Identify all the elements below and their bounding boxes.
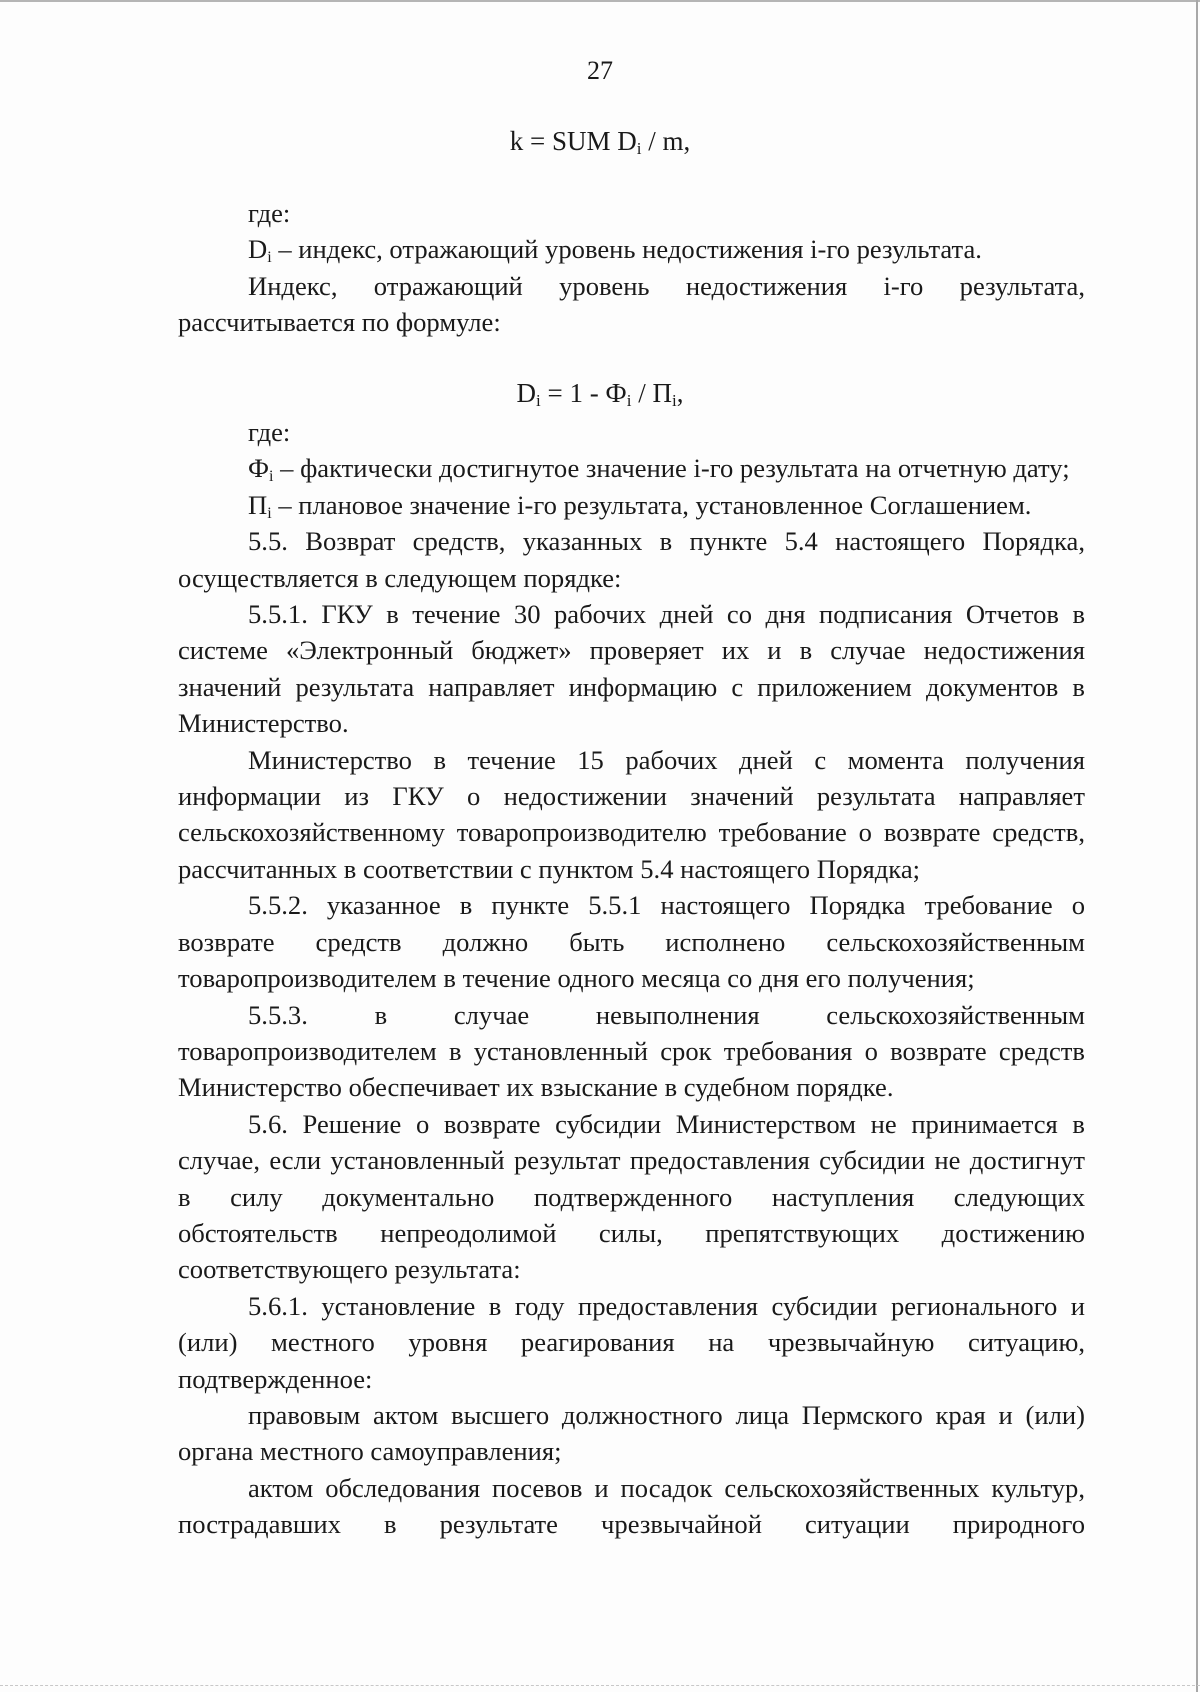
paragraph-legal-act: правовым актом высшего должностного лица Пермского края и (или) органа местного самоуправления; — [178, 1399, 1085, 1467]
p-subscript: i — [267, 504, 272, 522]
paragraph-inspection-act: актом обследования посевов и посадок сельскохозяйственных культур, пострадавших в результате чрезвычайной ситуации природного — [178, 1472, 1085, 1540]
p-definition-text: – плановое значение i-го результата, установленное Соглашением. — [271, 489, 1032, 520]
formula-d-part-1: D — [516, 378, 536, 408]
scan-edge-top — [0, 0, 1200, 2]
formula-k-rhs: / m, — [641, 126, 691, 156]
f-definition — [178, 450, 1085, 486]
scan-edge-bottom — [0, 1684, 1200, 1686]
where-label-1: где: — [248, 198, 291, 228]
d-definition-text: – индекс, отражающий уровень недостижения i-го результата. — [271, 234, 982, 265]
d-definition — [178, 231, 1085, 267]
formula-d-sub-2: i — [626, 391, 632, 410]
paragraph-5-5: 5.5. Возврат средств, указанных в пункте 5.4 настоящего Порядка, осуществляется в следующем порядке: — [178, 526, 1085, 593]
text-block-1 — [178, 195, 1085, 341]
paragraph-5-5-2: 5.5.2. указанное в пункте 5.5.1 настоящего Порядка требование о возврате средств должно быть исполнено сельскохозяйственным товаропроизводителем в течение одного месяца со дня его получения; — [178, 890, 1085, 994]
formula-k-lhs: k = SUM D — [509, 126, 637, 156]
formula-d-part-3: / П — [631, 378, 673, 408]
formula-d-sub-3: i — [672, 391, 677, 410]
p-definition — [178, 487, 1085, 523]
p-symbol: П — [248, 489, 268, 520]
index-paragraph: Индекс, отражающий уровень недостижения i-го результата, рассчитывается по формуле: — [178, 270, 1085, 338]
paragraph-ministry-15-days: Министерство в течение 15 рабочих дней с момента получения информации из ГКУ о недостижении значений результата направляет сельскохозяйственному товаропроизводителю требование о возврате средств, рассчитанных в соответствии с пунктом 5.4 настоящего Порядка; — [178, 744, 1085, 884]
d-subscript: i — [267, 249, 272, 267]
paragraph-5-5-1: 5.5.1. ГКУ в течение 30 рабочих дней со дня подписания Отчетов в системе «Электронный бюджет» проверяет их и в случае недостижения значений результата направляет информацию с приложением документов в Министерство. — [178, 599, 1085, 739]
paragraph-5-6-1: 5.6.1. установление в году предоставления субсидии регионального и (или) местного уровня реагирования на чрезвычайную ситуацию, подтвержденное: — [178, 1290, 1085, 1394]
formula-d-part-4: , — [676, 378, 684, 408]
f-symbol: Ф — [248, 453, 270, 484]
scan-edge-right — [1196, 0, 1198, 1692]
d-symbol: D — [248, 234, 268, 265]
f-subscript: i — [269, 468, 274, 486]
page-number: 27 — [587, 56, 613, 85]
where-label-2: где: — [248, 417, 291, 447]
formula-k — [0, 126, 1200, 159]
f-definition-text: – фактически достигнутое значение i-го результата на отчетную дату; — [273, 453, 1070, 484]
text-block-2 — [178, 414, 1085, 1543]
paragraph-5-6: 5.6. Решение о возврате субсидии Министерством не принимается в случае, если установленный результат предоставления субсидии не достигнут в силу документально подтвержденного наступления следующих обстоятельств непреодолимой силы, препятствующих достижению соответствующего результата: — [178, 1108, 1085, 1285]
formula-d-part-2: = 1 - Ф — [540, 378, 627, 408]
formula-k-sub: i — [636, 139, 642, 158]
formula-d-sub-1: i — [535, 391, 541, 410]
paragraph-5-5-3: 5.5.3. в случае невыполнения сельскохозяйственным товаропроизводителем в установленный срок требования о возврате средств Министерство обеспечивает их взыскание в судебном порядке. — [178, 999, 1085, 1103]
formula-d — [0, 378, 1200, 411]
